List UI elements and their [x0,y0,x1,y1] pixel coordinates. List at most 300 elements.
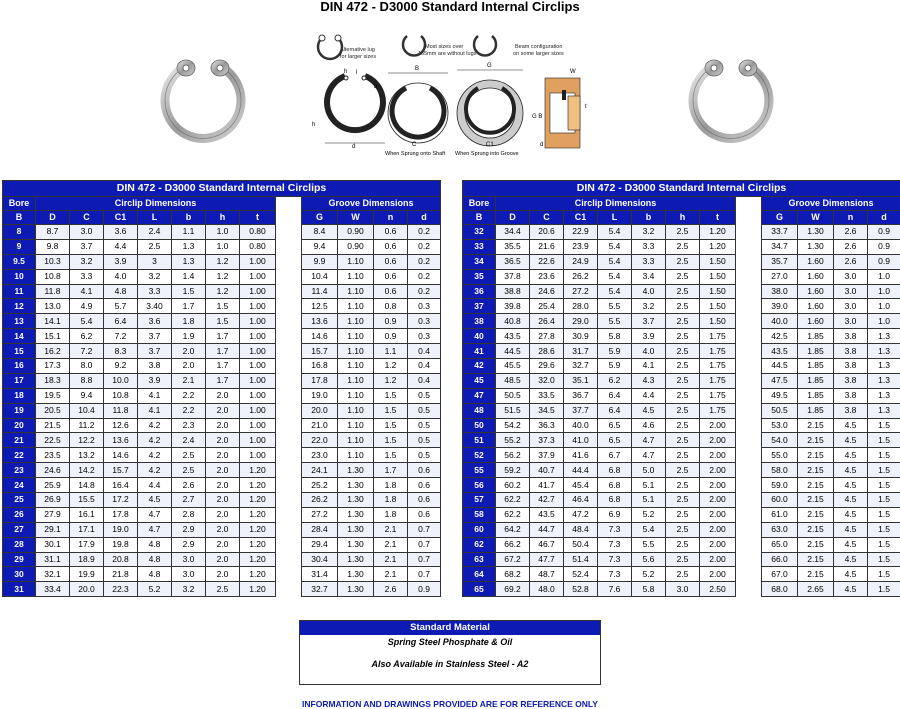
value-cell: 4.5 [834,418,868,433]
value-cell: 1.30 [338,552,374,567]
value-cell: 4.7 [632,448,666,463]
value-cell: 3.6 [104,225,138,240]
value-cell: 29.6 [530,359,564,374]
value-cell: 16.4 [104,478,138,493]
value-cell: 1.85 [798,329,834,344]
spacer-cell [276,403,302,418]
value-cell: 28.0 [564,299,598,314]
bore-cell: 65 [463,582,496,597]
value-cell: 1.85 [798,388,834,403]
value-cell: 48.4 [564,522,598,537]
value-cell: 37.7 [564,403,598,418]
value-cell: 4.7 [138,522,172,537]
bore-cell: 8 [3,225,36,240]
value-cell: 0.6 [408,493,441,508]
note-right-1: Beam configuration [515,44,563,50]
value-cell: 6.5 [598,418,632,433]
value-cell: 0.6 [408,463,441,478]
value-cell: 4.5 [834,433,868,448]
value-cell: 43.5 [762,344,798,359]
bore-cell: 60 [463,522,496,537]
table-row [3,359,441,374]
value-cell: 1.5 [868,448,900,463]
value-cell: 2.3 [172,418,206,433]
value-cell: 7.3 [598,567,632,582]
value-cell: 1.5 [206,299,240,314]
table-row [463,448,900,463]
table-row [463,463,900,478]
bore-cell: 22 [3,448,36,463]
spacer-cell [276,463,302,478]
value-cell: 0.9 [868,254,900,269]
value-cell: 1.10 [338,433,374,448]
value-cell: 1.5 [868,582,900,597]
value-cell: 4.1 [138,403,172,418]
value-cell: 2.5 [666,388,700,403]
value-cell: 47.2 [564,507,598,522]
bore-cell: 38 [463,314,496,329]
bore-cell: 36 [463,284,496,299]
value-cell: 8.7 [36,225,70,240]
value-cell: 9.4 [302,239,338,254]
table-row [463,418,900,433]
spacer-cell [736,537,762,552]
value-cell: 1.5 [868,507,900,522]
dimension-table-right [462,180,900,597]
value-cell: 1.7 [206,344,240,359]
value-cell: 1.5 [374,403,408,418]
value-cell: 1.10 [338,403,374,418]
value-cell: 3.7 [138,344,172,359]
bore-cell: 31 [3,582,36,597]
table-row [3,582,441,597]
value-cell: 1.5 [172,284,206,299]
value-cell: 22.5 [36,433,70,448]
value-cell: 1.5 [868,552,900,567]
value-cell: 5.1 [632,478,666,493]
table-row [463,373,900,388]
spacer-cell [276,478,302,493]
value-cell: 1.10 [338,344,374,359]
value-cell: 1.50 [700,284,736,299]
value-cell: 60.2 [496,478,530,493]
value-cell: 2.0 [206,478,240,493]
value-cell: 2.0 [206,552,240,567]
value-cell: 8.8 [70,373,104,388]
value-cell: 1.60 [798,314,834,329]
value-cell: 40.8 [496,314,530,329]
value-cell: 3.2 [172,582,206,597]
value-cell: 0.8 [374,299,408,314]
value-cell: 4.5 [138,493,172,508]
value-cell: 2.5 [666,552,700,567]
spacer-cell [276,359,302,374]
group-circlip: Circlip Dimensions [496,197,736,211]
value-cell: 44.5 [762,359,798,374]
spacer-cell [736,507,762,522]
value-cell: 3.3 [632,239,666,254]
value-cell: 1.0 [868,314,900,329]
value-cell: 3.0 [172,567,206,582]
spacer-cell [736,448,762,463]
value-cell: 4.5 [834,582,868,597]
value-cell: 34.4 [496,225,530,240]
value-cell: 0.2 [408,284,441,299]
value-cell: 1.20 [240,582,276,597]
bore-cell: 34 [463,254,496,269]
value-cell: 38.0 [762,284,798,299]
circlip-photo-right [683,55,779,145]
value-cell: 2.00 [700,567,736,582]
value-cell: 3.9 [104,254,138,269]
value-cell: 1.10 [338,418,374,433]
value-cell: 50.5 [762,403,798,418]
value-cell: 0.3 [408,329,441,344]
value-cell: 1.5 [868,433,900,448]
value-cell: 13.6 [302,314,338,329]
value-cell: 33.4 [36,582,70,597]
value-cell: 30.4 [302,552,338,567]
value-cell: 1.5 [374,418,408,433]
value-cell: 4.8 [138,567,172,582]
table-row [3,493,441,508]
table-row [463,552,900,567]
value-cell: 2.5 [666,373,700,388]
value-cell: 22.9 [564,225,598,240]
value-cell: 2.6 [172,478,206,493]
value-cell: 1.7 [206,359,240,374]
table-row [463,329,900,344]
value-cell: 6.8 [598,493,632,508]
value-cell: 3.7 [632,314,666,329]
value-cell: 20.0 [302,403,338,418]
value-cell: 4.6 [632,418,666,433]
spacer-cell [736,329,762,344]
value-cell: 1.20 [700,225,736,240]
bore-cell: 17 [3,373,36,388]
value-cell: 13.0 [36,299,70,314]
circlip-photo-left [155,55,251,145]
value-cell: 3.2 [138,269,172,284]
value-cell: 1.00 [240,269,276,284]
value-cell: 1.75 [700,373,736,388]
table-right [462,180,900,597]
value-cell: 31.4 [302,567,338,582]
value-cell: 2.1 [374,552,408,567]
spacer-cell [736,314,762,329]
value-cell: 3.0 [666,582,700,597]
disclaimer: INFORMATION AND DRAWINGS PROVIDED ARE FOR REFERENCE ONLY [302,699,598,709]
value-cell: 5.8 [632,582,666,597]
value-cell: 6.2 [70,329,104,344]
value-cell: 11.4 [302,284,338,299]
value-cell: 24.6 [530,284,564,299]
value-cell: 19.8 [104,537,138,552]
value-cell: 5.4 [598,239,632,254]
spacer-cell [276,582,302,597]
spacer-cell [736,493,762,508]
spacer-cell [276,418,302,433]
value-cell: 22.6 [530,254,564,269]
spacer-cell [276,373,302,388]
spacer-cell [736,254,762,269]
value-cell: 2.0 [206,388,240,403]
value-cell: 2.5 [666,478,700,493]
table-row [463,522,900,537]
bore-cell: 12 [3,299,36,314]
value-cell: 1.20 [240,552,276,567]
value-cell: 0.7 [408,522,441,537]
table-row [3,344,441,359]
table-title: DIN 472 - D3000 Standard Internal Circlips [3,181,441,197]
value-cell: 2.0 [206,433,240,448]
value-cell: 1.3 [868,403,900,418]
value-cell: 4.2 [138,463,172,478]
value-cell: 1.30 [338,582,374,597]
value-cell: 61.0 [762,507,798,522]
value-cell: 1.5 [868,418,900,433]
value-cell: 2.4 [138,225,172,240]
value-cell: 3.8 [834,373,868,388]
value-cell: 1.5 [206,314,240,329]
value-cell: 6.8 [598,463,632,478]
value-cell: 1.5 [868,463,900,478]
value-cell: 4.5 [834,522,868,537]
value-cell: 3.0 [172,552,206,567]
value-cell: 48.0 [530,582,564,597]
value-cell: 25.9 [36,478,70,493]
value-cell: 59.0 [762,478,798,493]
value-cell: 1.10 [338,299,374,314]
value-cell: 5.4 [598,269,632,284]
value-cell: 1.5 [868,567,900,582]
table-row [3,448,441,463]
value-cell: 20.6 [530,225,564,240]
value-cell: 38.8 [496,284,530,299]
value-cell: 1.00 [240,373,276,388]
value-cell: 3.40 [138,299,172,314]
value-cell: 4.7 [632,433,666,448]
value-cell: 3.0 [834,299,868,314]
value-cell: 32.7 [564,359,598,374]
bore-cell: 19 [3,403,36,418]
value-cell: 1.00 [240,388,276,403]
value-cell: 1.5 [868,493,900,508]
value-cell: 40.0 [564,418,598,433]
table-row [3,254,441,269]
group-groove: Groove Dimensions [302,197,441,211]
value-cell: 5.4 [598,284,632,299]
table-row [463,299,900,314]
value-cell: 20.0 [70,582,104,597]
value-cell: 2.6 [834,254,868,269]
value-cell: 2.0 [172,344,206,359]
value-cell: 0.6 [374,254,408,269]
value-cell: 0.3 [408,299,441,314]
value-cell: 0.6 [374,239,408,254]
bore-cell: 45 [463,373,496,388]
value-cell: 45.5 [496,359,530,374]
value-cell: 36.7 [564,388,598,403]
value-cell: 62.2 [496,507,530,522]
value-cell: 5.4 [70,314,104,329]
value-cell: 1.20 [240,522,276,537]
value-cell: 1.5 [374,448,408,463]
value-cell: 27.2 [302,507,338,522]
bore-cell: 47 [463,388,496,403]
value-cell: 47.7 [530,552,564,567]
value-cell: 26.2 [302,493,338,508]
value-cell: 2.5 [206,582,240,597]
value-cell: 3 [138,254,172,269]
value-cell: 1.00 [240,403,276,418]
table-row [3,269,441,284]
value-cell: 42.5 [762,329,798,344]
value-cell: 1.10 [338,448,374,463]
table-row [463,537,900,552]
value-cell: 2.5 [666,448,700,463]
value-cell: 16.8 [302,359,338,374]
value-cell: 1.75 [700,388,736,403]
spacer-cell [736,463,762,478]
bore-cell: 55 [463,463,496,478]
value-cell: 4.3 [632,373,666,388]
value-cell: 1.75 [700,403,736,418]
value-cell: 54.0 [762,433,798,448]
material-alternative: Also Available in Stainless Steel - A2 [371,659,529,669]
value-cell: 51.5 [496,403,530,418]
value-cell: 4.2 [138,418,172,433]
table-row [463,314,900,329]
value-cell: 2.15 [798,433,834,448]
spacer-cell [276,299,302,314]
value-cell: 4.2 [138,433,172,448]
value-cell: 2.5 [666,269,700,284]
table-row [463,344,900,359]
caption-right: When Sprung into Groove [455,151,519,157]
value-cell: 1.2 [206,284,240,299]
value-cell: 14.6 [104,448,138,463]
value-cell: 1.5 [374,433,408,448]
value-cell: 24.9 [564,254,598,269]
value-cell: 2.15 [798,522,834,537]
value-cell: 5.1 [632,493,666,508]
value-cell: 69.2 [496,582,530,597]
value-cell: 2.5 [666,433,700,448]
spacer-cell [276,329,302,344]
value-cell: 0.7 [408,537,441,552]
value-cell: 17.3 [36,359,70,374]
value-cell: 0.4 [408,344,441,359]
value-cell: 31.1 [36,552,70,567]
value-cell: 33.7 [762,225,798,240]
value-cell: 5.5 [598,314,632,329]
value-cell: 2.5 [666,239,700,254]
value-cell: 1.0 [868,284,900,299]
note-mid-1: Most sizes over [425,44,464,50]
value-cell: 1.3 [868,359,900,374]
value-cell: 50.5 [496,388,530,403]
spacer-cell [736,284,762,299]
label-C: C [412,142,417,148]
value-cell: 0.9 [868,225,900,240]
table-row [3,299,441,314]
value-cell: 1.5 [868,522,900,537]
value-cell: 1.30 [338,567,374,582]
value-cell: 1.10 [338,254,374,269]
value-cell: 36.5 [496,254,530,269]
value-cell: 3.3 [632,254,666,269]
spacer-cell [276,567,302,582]
value-cell: 0.3 [408,314,441,329]
value-cell: 2.6 [374,582,408,597]
value-cell: 3.0 [70,225,104,240]
value-cell: 1.2 [206,254,240,269]
value-cell: 67.0 [762,567,798,582]
value-cell: 15.5 [70,493,104,508]
spacer-cell [736,239,762,254]
bore-cell: 11 [3,284,36,299]
value-cell: 2.00 [700,552,736,567]
value-cell: 2.5 [666,299,700,314]
spacer-cell [276,507,302,522]
value-cell: 1.3 [172,254,206,269]
value-cell: 55.2 [496,433,530,448]
value-cell: 23.5 [36,448,70,463]
bore-cell: 63 [463,552,496,567]
value-cell: 25.2 [302,478,338,493]
value-cell: 4.5 [834,552,868,567]
note-left-2: for larger sizes [340,54,377,60]
bore-cell: 27 [3,522,36,537]
value-cell: 2.0 [206,493,240,508]
value-cell: 6.5 [598,433,632,448]
value-cell: 2.0 [206,567,240,582]
value-cell: 26.4 [530,314,564,329]
value-cell: 0.80 [240,225,276,240]
value-cell: 6.8 [598,478,632,493]
value-cell: 0.5 [408,388,441,403]
value-cell: 19.9 [70,567,104,582]
value-cell: 1.8 [374,507,408,522]
value-cell: 1.2 [374,373,408,388]
value-cell: 40.7 [530,463,564,478]
material-box [299,620,601,685]
value-cell: 1.00 [240,329,276,344]
value-cell: 1.3 [868,373,900,388]
value-cell: 2.5 [172,448,206,463]
value-cell: 43.5 [530,507,564,522]
value-cell: 37.9 [530,448,564,463]
bore-cell: 10 [3,269,36,284]
value-cell: 1.00 [240,254,276,269]
label-GB: G B [532,114,543,120]
bore-cell: 37 [463,299,496,314]
value-cell: 1.8 [374,493,408,508]
value-cell: 13.2 [70,448,104,463]
value-cell: 49.5 [762,388,798,403]
table-row [3,225,441,240]
spacer-cell [736,418,762,433]
value-cell: 4.5 [834,537,868,552]
value-cell: 1.00 [240,433,276,448]
value-cell: 27.0 [762,269,798,284]
value-cell: 2.5 [666,225,700,240]
value-cell: 1.0 [206,225,240,240]
value-cell: 2.5 [666,522,700,537]
value-cell: 5.2 [632,567,666,582]
value-cell: 3.8 [834,329,868,344]
